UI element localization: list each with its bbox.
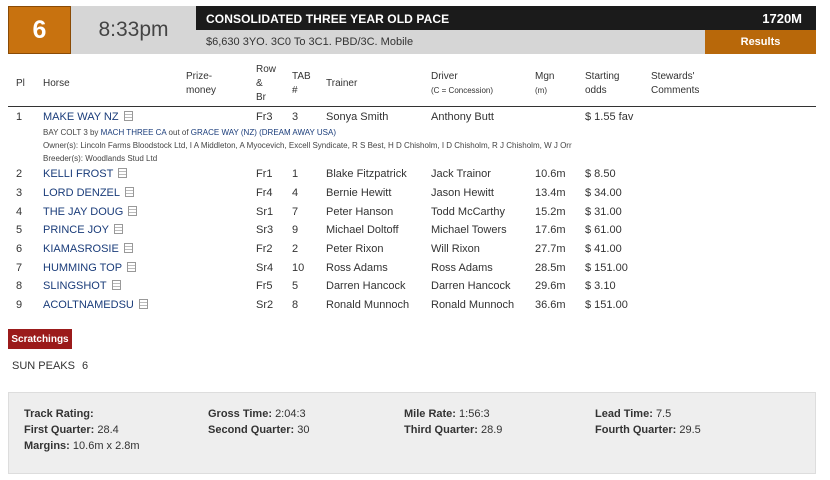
starting-odds-text: $ 41.00 xyxy=(585,243,622,255)
col-driver-line1: Driver xyxy=(431,71,458,82)
col-row-line2: & xyxy=(256,78,263,89)
placing-text: 4 xyxy=(16,206,23,218)
margin xyxy=(535,243,566,255)
trainer-name xyxy=(326,299,409,311)
driver-name-text: Jason Hewitt xyxy=(431,187,494,199)
race-name: CONSOLIDATED THREE YEAR OLD PACE xyxy=(206,12,450,26)
placing-text: 7 xyxy=(16,262,23,274)
margin xyxy=(535,187,566,199)
driver-name xyxy=(431,280,510,292)
row-barrier-text: Sr1 xyxy=(256,206,274,218)
tab-number-text: 4 xyxy=(292,187,299,199)
form-guide-icon[interactable] xyxy=(112,280,121,290)
tab-number-text: 2 xyxy=(292,243,299,255)
horse-name-text[interactable]: KELLI FROST xyxy=(43,168,114,180)
form-guide-icon[interactable] xyxy=(124,111,133,121)
row-barrier xyxy=(256,243,273,255)
horse-name-text[interactable]: KIAMASROSIE xyxy=(43,243,119,255)
fourth-quarter: Fourth Quarter: 29.5 xyxy=(595,424,701,436)
placing xyxy=(16,224,22,236)
placing-text: 3 xyxy=(16,187,23,199)
driver-name xyxy=(431,224,507,236)
trainer-name xyxy=(326,262,388,274)
horse-name[interactable] xyxy=(43,224,123,236)
tab-number xyxy=(292,280,298,292)
tab-number-text: 7 xyxy=(292,206,299,218)
starting-odds-text: $ 34.00 xyxy=(585,187,622,199)
row-barrier xyxy=(256,111,273,123)
driver-name-text: Ross Adams xyxy=(431,262,493,274)
race-title-bar xyxy=(196,6,816,30)
placing-text: 1 xyxy=(16,111,23,123)
horse-name-text[interactable]: LORD DENZEL xyxy=(43,187,121,199)
col-stewards-comments xyxy=(651,70,699,98)
gross-time: Gross Time: 2:04:3 xyxy=(208,408,306,420)
placing xyxy=(16,243,22,255)
tab-number xyxy=(292,206,298,218)
first-quarter: First Quarter: 28.4 xyxy=(24,424,119,436)
col-prizemoney xyxy=(186,70,216,98)
trainer-name-text: Blake Fitzpatrick xyxy=(326,168,407,180)
second-quarter: Second Quarter: 30 xyxy=(208,424,310,436)
race-number: 6 xyxy=(8,6,71,54)
starting-odds xyxy=(585,280,616,292)
horse-name-text[interactable]: MAKE WAY NZ xyxy=(43,111,119,123)
margins: Margins: 10.6m x 2.8m xyxy=(24,440,140,452)
starting-odds xyxy=(585,111,633,123)
winner-breeding xyxy=(43,128,336,137)
trainer-name-text: Peter Rixon xyxy=(326,243,384,255)
results-button[interactable]: Results xyxy=(705,30,816,54)
horse-name-text[interactable]: THE JAY DOUG xyxy=(43,206,124,218)
row-barrier xyxy=(256,168,273,180)
breeding-desc: BAY COLT 3 by xyxy=(43,128,99,137)
placing xyxy=(16,187,22,199)
trainer-name xyxy=(326,280,405,292)
row-barrier-text: Sr4 xyxy=(256,262,274,274)
tab-number-text: 1 xyxy=(292,168,299,180)
horse-name-text[interactable]: HUMMING TOP xyxy=(43,262,123,274)
col-stewards-line2: Comments xyxy=(651,85,700,96)
scratchings-button[interactable]: Scratchings xyxy=(8,329,72,349)
placing-text: 9 xyxy=(16,299,23,311)
placing-text: 8 xyxy=(16,280,23,292)
row-barrier-text: Fr1 xyxy=(256,168,273,180)
trainer-name-text: Bernie Hewitt xyxy=(326,187,392,199)
race-summary-panel xyxy=(8,392,816,474)
margin xyxy=(535,280,566,292)
placing-text: 6 xyxy=(16,243,23,255)
tab-number xyxy=(292,262,304,274)
margin-text: 28.5m xyxy=(535,262,566,274)
row-barrier-text: Sr2 xyxy=(256,299,274,311)
col-driver-line2: (C = Concession) xyxy=(431,86,494,95)
placing xyxy=(16,262,22,274)
trainer-name-text: Ross Adams xyxy=(326,262,388,274)
trainer-name xyxy=(326,168,407,180)
col-prize-line2: money xyxy=(186,85,217,96)
race-conditions: $6,630 3YO. 3C0 To 3C1. PBD/3C. Mobile xyxy=(206,36,414,48)
margin-text: 13.4m xyxy=(535,187,566,199)
horse-name[interactable] xyxy=(43,111,133,123)
lead-time: Lead Time: 7.5 xyxy=(595,408,672,420)
margin xyxy=(535,262,566,274)
tab-number xyxy=(292,243,298,255)
tab-number-text: 9 xyxy=(292,224,299,236)
tab-number-text: 8 xyxy=(292,299,299,311)
starting-odds-text: $ 61.00 xyxy=(585,224,622,236)
horse-name[interactable] xyxy=(43,206,137,218)
driver-name-text: Michael Towers xyxy=(431,224,507,236)
starting-odds-text: $ 151.00 xyxy=(585,262,628,274)
margin-text: 27.7m xyxy=(535,243,566,255)
winner-owners: Owner(s): Lincoln Farms Bloodstock Ltd, I A Middleton, A Myocevich, Excell Syndicate, R S Best, H D Chisholm, I D Chisholm, R J Chisholm, W J Orr xyxy=(43,141,572,150)
trainer-name-text: Ronald Munnoch xyxy=(326,299,410,311)
trainer-name-text: Darren Hancock xyxy=(326,280,406,292)
trainer-name xyxy=(326,206,393,218)
dam-link[interactable]: GRACE WAY (NZ) (DREAM AWAY USA) xyxy=(190,128,336,137)
breeding-out-of: out of xyxy=(168,128,189,137)
col-stewards-line1: Stewards' xyxy=(651,71,695,82)
horse-name-text[interactable]: PRINCE JOY xyxy=(43,224,110,236)
placing-text: 5 xyxy=(16,224,23,236)
placing xyxy=(16,168,22,180)
tab-number-text: 5 xyxy=(292,280,299,292)
placing xyxy=(16,299,22,311)
horse-name[interactable] xyxy=(43,280,121,292)
trainer-name xyxy=(326,187,391,199)
trainer-name xyxy=(326,111,388,123)
placing-text: 2 xyxy=(16,168,23,180)
col-tab-line2: # xyxy=(292,85,298,96)
starting-odds xyxy=(585,262,628,274)
margin-text: 17.6m xyxy=(535,224,566,236)
tab-number xyxy=(292,224,298,236)
col-mgn-line1: Mgn xyxy=(535,71,555,82)
row-barrier-text: Fr3 xyxy=(256,111,273,123)
tab-number-text: 10 xyxy=(292,262,305,274)
form-guide-icon[interactable] xyxy=(127,262,136,272)
margin-text: 29.6m xyxy=(535,280,566,292)
mile-rate: Mile Rate: 1:56:3 xyxy=(404,408,490,420)
col-margin xyxy=(535,70,554,98)
driver-name-text: Ronald Munnoch xyxy=(431,299,515,311)
horse-name[interactable] xyxy=(43,187,134,199)
driver-name-text: Anthony Butt xyxy=(431,111,494,123)
row-barrier-text: Fr5 xyxy=(256,280,273,292)
margin-text: 36.6m xyxy=(535,299,566,311)
tab-number xyxy=(292,111,298,123)
trainer-name-text: Michael Doltoff xyxy=(326,224,399,236)
col-odds-line2: odds xyxy=(585,85,607,96)
horse-name-text[interactable]: ACOLTNAMEDSU xyxy=(43,299,134,311)
race-conditions-bar xyxy=(196,30,816,54)
col-row-line1: Row xyxy=(256,64,277,75)
winner-breeders: Breeder(s): Woodlands Stud Ltd xyxy=(43,154,158,163)
form-guide-icon[interactable] xyxy=(139,299,148,309)
starting-odds-text: $ 151.00 xyxy=(585,299,628,311)
col-prize-line1: Prize- xyxy=(186,71,213,82)
form-guide-icon[interactable] xyxy=(118,168,127,178)
starting-odds-text: $ 31.00 xyxy=(585,206,622,218)
tab-number xyxy=(292,187,298,199)
starting-odds-text: $ 1.55 fav xyxy=(585,111,634,123)
col-row-barrier xyxy=(256,63,276,105)
col-tab xyxy=(292,70,311,98)
horse-name[interactable] xyxy=(43,299,148,311)
placing xyxy=(16,111,22,123)
track-rating: Track Rating: xyxy=(24,408,94,420)
driver-name xyxy=(431,243,480,255)
starting-odds-text: $ 3.10 xyxy=(585,280,616,292)
margin xyxy=(535,224,566,236)
col-mgn-line2: (m) xyxy=(535,86,547,95)
trainer-name-text: Peter Hanson xyxy=(326,206,394,218)
row-barrier xyxy=(256,262,273,274)
margin xyxy=(535,299,566,311)
starting-odds xyxy=(585,243,622,255)
third-quarter: Third Quarter: 28.9 xyxy=(404,424,503,436)
placing xyxy=(16,206,22,218)
form-guide-icon[interactable] xyxy=(124,243,133,253)
col-pl: Pl xyxy=(16,78,25,89)
placing xyxy=(16,280,22,292)
margin-text: 10.6m xyxy=(535,168,566,180)
col-tab-line1: TAB xyxy=(292,71,311,82)
header-divider xyxy=(8,106,816,107)
row-barrier xyxy=(256,224,273,236)
starting-odds xyxy=(585,224,622,236)
sire-link[interactable]: MACH THREE CA xyxy=(100,128,167,137)
row-barrier-text: Fr2 xyxy=(256,243,273,255)
trainer-name xyxy=(326,243,383,255)
scratched-horse: SUN PEAKS xyxy=(12,360,75,372)
driver-name xyxy=(431,262,493,274)
row-barrier xyxy=(256,206,273,218)
trainer-name xyxy=(326,224,399,236)
row-barrier-text: Fr4 xyxy=(256,187,273,199)
driver-name-text: Jack Trainor xyxy=(431,168,491,180)
driver-name-text: Todd McCarthy xyxy=(431,206,505,218)
driver-name-text: Darren Hancock xyxy=(431,280,511,292)
margin xyxy=(535,168,566,180)
starting-odds xyxy=(585,299,628,311)
starting-odds xyxy=(585,187,622,199)
form-guide-icon[interactable] xyxy=(114,224,123,234)
race-header xyxy=(8,6,816,54)
trainer-name-text: Sonya Smith xyxy=(326,111,389,123)
form-guide-icon[interactable] xyxy=(128,206,137,216)
row-barrier xyxy=(256,299,273,311)
driver-name xyxy=(431,168,491,180)
tab-number-text: 3 xyxy=(292,111,299,123)
horse-name[interactable] xyxy=(43,262,136,274)
col-trainer: Trainer xyxy=(326,78,358,89)
row-barrier xyxy=(256,187,273,199)
driver-name xyxy=(431,206,505,218)
scratched-number: 6 xyxy=(82,360,89,372)
race-time: 8:33pm xyxy=(71,6,196,54)
tab-number xyxy=(292,299,298,311)
race-distance: 1720M xyxy=(762,11,802,26)
starting-odds xyxy=(585,206,622,218)
margin-text: 15.2m xyxy=(535,206,566,218)
driver-name xyxy=(431,299,514,311)
horse-name[interactable] xyxy=(43,168,127,180)
horse-name[interactable] xyxy=(43,243,133,255)
col-odds-line1: Starting xyxy=(585,71,620,82)
col-horse: Horse xyxy=(43,78,70,89)
driver-name xyxy=(431,111,494,123)
row-barrier xyxy=(256,280,273,292)
starting-odds-text: $ 8.50 xyxy=(585,168,616,180)
col-starting-odds xyxy=(585,70,619,98)
driver-name-text: Will Rixon xyxy=(431,243,480,255)
driver-name xyxy=(431,187,494,199)
starting-odds xyxy=(585,168,616,180)
col-row-line3: Br xyxy=(256,92,266,103)
row-barrier-text: Sr3 xyxy=(256,224,274,236)
margin xyxy=(535,206,566,218)
tab-number xyxy=(292,168,298,180)
col-driver xyxy=(431,70,493,98)
horse-name-text[interactable]: SLINGSHOT xyxy=(43,280,107,292)
form-guide-icon[interactable] xyxy=(125,187,134,197)
